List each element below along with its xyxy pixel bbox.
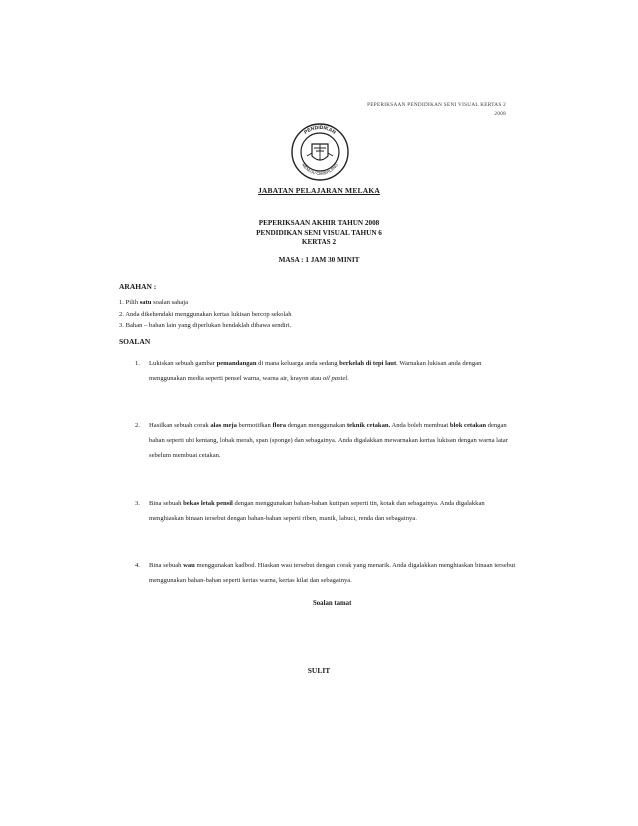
question-1: 1. Lukiskan sebuah gambar pemandangan di mana keluarga anda sedang berkelah di tepi laut. Warnakan lukisan anda dengan menggunakan media seperti pensel warna, warna air, krayon atau oil pastel. [149,356,519,386]
exam-title-block [0,219,638,248]
question-number: 4. [135,562,140,569]
header-title: PEPERIKSAAN PENDIDIKAN SENI VISUAL KERTAS 2 [367,102,506,108]
question-number: 2. [135,422,140,429]
exam-paper: KERTAS 2 [301,238,337,246]
department-title: JABATAN PELAJARAN MELAKA [257,186,381,195]
question-3: 3. Bina sebuah bekas letak pensil dengan menggunakan bahan-bahan kutipan seperti tin, kotak dan sebagainya. Anda digalakkan menghiaskan binaan tersebut dengan bahan-bahan seperti riben, manik, labuci, renda dan sebagainya. [149,496,519,526]
instruction-item: 1. Pilih satu soalan sahaja [119,299,189,306]
svg-text:MENUJU CEMERLANG: MENUJU CEMERLANG [301,162,339,177]
exam-subject: PENDIDIKAN SENI VISUAL TAHUN 6 [256,228,382,237]
question-2: 2. Hasilkan sebuah corak alas meja bermotifkan flora dengan menggunakan teknik cetakan. Anda boleh membuat blok cetakan dengan bahan seperti ubi kentang, lobak merah, span (sponge) dan sebagainya. Anda digalakkan mewarnakan kertas lukisan dengan warna latar sebelum membuat cetakan. [149,418,519,464]
svg-text:PENDIDIKAN: PENDIDIKAN [303,124,337,136]
questions-heading: SOALAN [119,337,151,346]
header-year: 2008 [494,111,506,117]
instructions-heading: ARAHAN : [119,282,157,291]
instructions-list [119,297,292,332]
instruction-item: 2. Anda dikehendaki menggunakan kertas lukisan bercop sekolah [119,310,292,318]
question-number: 1. [135,360,140,367]
confidential-footer: SULIT [307,666,331,675]
end-of-questions: Soalan tamat [313,600,352,607]
question-4: 4. Bina sebuah wau menggunakan kadbod. Hiaskan wau tersebut dengan corak yang menarik. Anda digalakkan menghiaskan binaan tersebut menggunakan bahan-bahan seperti kertas warna, kertas kilat dan sebagainya. [149,558,519,588]
question-number: 3. [135,500,140,507]
exam-title: PEPERIKSAAN AKHIR TAHUN 2008 [258,219,380,227]
school-crest-logo [290,122,350,182]
page-header [367,101,506,119]
instruction-item: 3. Bahan – bahan lain yang diperlukan hendaklah dibawa sendiri. [119,322,292,329]
exam-duration: MASA : 1 JAM 30 MINIT [278,256,360,264]
